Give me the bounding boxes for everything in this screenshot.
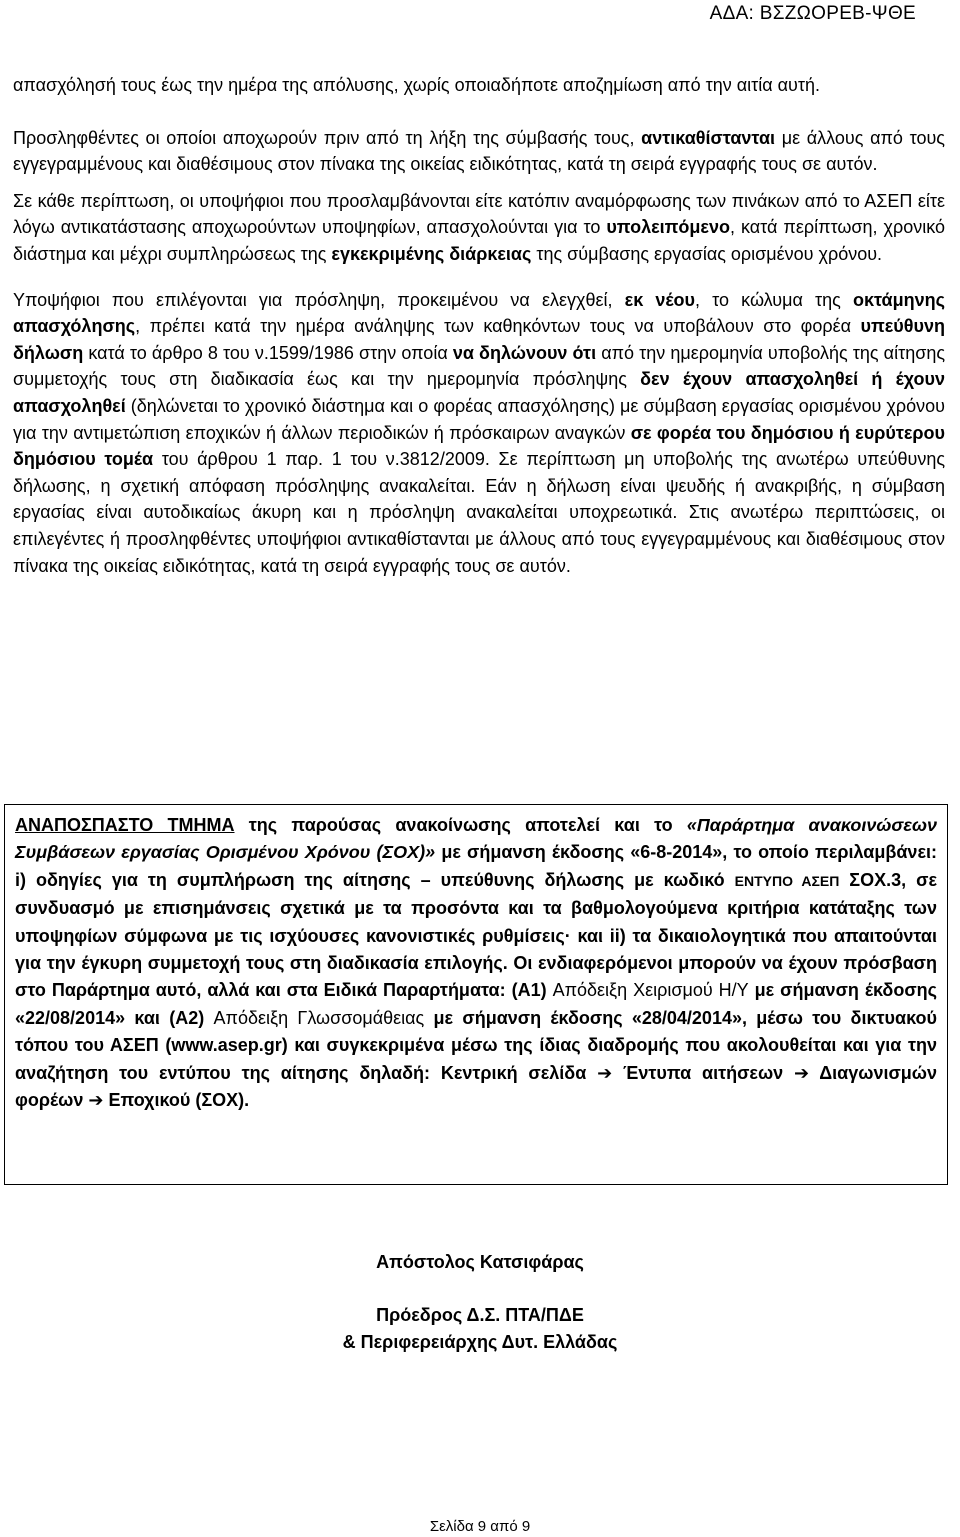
- bold-text: δεν έχουν απασχοληθεί ή έχουν απασχοληθεί: [13, 369, 945, 416]
- annex-title: «Παράρτημα ανακοινώσεων Συμβάσεων εργασίας Ορισμένου Χρόνου (ΣΟΧ)»: [15, 815, 937, 863]
- signatory-name: Απόστολος Κατσιφάρας: [376, 1252, 584, 1272]
- bold-text: να δηλώνουν ότι: [452, 342, 597, 363]
- text: Προσληφθέντες οι οποίοι αποχωρούν πριν από τη λήξη της σύμβασής τους,: [13, 127, 642, 148]
- text: Υποψήφιοι που επιλέγονται για πρόσληψη, προκειμένου να ελεγχθεί,: [13, 289, 625, 310]
- signatory-title-1: Πρόεδρος Δ.Σ. ΠΤΑ/ΠΔΕ: [376, 1305, 584, 1325]
- text: ΣΟΧ.3, σε συνδυασμό με επισημάνσεις σχετικά με τα προσόντα και τα βαθμολογούμενα κριτήρια κατάταξης των υποψηφίων σύμφωνα με τις ισχύουσες κανονιστικές ρυθμίσεις· και ii) τα δικαιολογητικά που απαιτούνται για την έγκυρη συμμετοχή τους στη διαδικασία επιλογής. Οι ενδιαφερόμενοι μπορούν να έχουν πρόσβαση στο Παράρτημα αυτό, αλλά και στα Ειδικά Παραρτήματα: (Α1): [15, 869, 937, 1001]
- text: (δηλώνεται το χρονικό διάστημα και ο φορέας απασχόλησης) με σύμβαση εργασίας ορισμένου χρόνου για την αντιμετώπιση εποχικών ή άλλων περιοδικών ή πρόσκαιρων αναγκών: [13, 395, 945, 443]
- paragraph-replacement: [13, 125, 945, 178]
- text: με άλλους από τους εγγεγραμμένους και διαθέσιμους στον πίνακα της οικείας ειδικότητας, κατά τη σειρά εγγραφής τους σε αυτόν.: [13, 127, 945, 175]
- bold-text: αντικαθίστανται: [641, 127, 776, 148]
- paragraph-remaining-duration: [13, 188, 945, 268]
- text: , το κώλυμα της: [695, 289, 853, 310]
- underlined-heading: ΑΝΑΠΟΣΠΑΣΤΟ ΤΜΗΜΑ: [15, 815, 235, 835]
- signatory-title-2: & Περιφερειάρχης Δυτ. Ελλάδας: [342, 1332, 618, 1352]
- text: κατά το άρθρο 8 του ν.1599/1986 στην οποία: [83, 342, 453, 363]
- bold-text: υπεύθυνη δήλωση: [13, 316, 945, 363]
- text: , κατά περίπτωση, χρονικό διάστημα και μέχρι συμπληρώσεως της: [13, 217, 945, 264]
- bold-text: εγκεκριμένης διάρκειας: [331, 243, 532, 264]
- bold-text: οκτάμηνης απασχόλησης: [13, 289, 945, 337]
- arrow-right-icon: ➔: [597, 1062, 613, 1083]
- text: , πρέπει κατά την ημέρα ανάληψης των καθηκόντων τους να υποβάλουν στο φορέα: [135, 316, 861, 337]
- arrow-right-icon: ➔: [88, 1090, 104, 1111]
- document-body: [13, 72, 945, 579]
- bold-text: υπολειπόμενο: [606, 217, 730, 238]
- text: με σήμανση έκδοσης «22/08/2014» και (Α2): [15, 980, 937, 1028]
- annex-notice-box: [4, 804, 948, 1185]
- paragraph-declaration: [13, 287, 945, 580]
- ada-code: ΑΔΑ: ΒΣΖΩΟΡΕΒ-ΨΘΕ: [709, 3, 916, 24]
- arrow-right-icon: ➔: [794, 1062, 810, 1083]
- bold-text: εκ νέου: [624, 289, 695, 310]
- text: Σε κάθε περίπτωση, οι υποψήφιοι που προσλαμβάνονται είτε κατόπιν αναμόρφωσης των πινάκων από το ΑΣΕΠ είτε λόγω αντικατάστασης αποχωρούντων υποψηφίων, απασχολούνται για το: [13, 190, 945, 238]
- text: της σύμβασης εργασίας ορισμένου χρόνου.: [531, 243, 883, 264]
- text: από την ημερομηνία υποβολής της αίτησης συμμετοχής τους στη διαδικασία έως και την ημερομηνία πρόσληψης: [13, 342, 946, 390]
- annex-a2-name: Απόδειξη Γλωσσομάθειας: [213, 1007, 425, 1028]
- form-code: ΕΝΤΥΠΟ ΑΣΕΠ: [734, 872, 840, 889]
- text: Εποχικού (ΣΟΧ).: [103, 1090, 250, 1111]
- text: Διαγωνισμών φορέων: [15, 1062, 938, 1111]
- text: με σήμανση έκδοσης «28/04/2014», μέσω του δικτυακού τόπου του ΑΣΕΠ (www.asep.gr) και συγκεκριμένα μέσω της ίδιας διαδρομής που ακολουθείται και για την αναζήτηση του εντύπου της αίτησης δηλαδή: Κεντρική σελίδα: [15, 1007, 937, 1083]
- text: Έντυπα αιτήσεων: [612, 1062, 794, 1083]
- bold-text: σε φορέα του δημόσιου ή ευρύτερου δημόσιου τομέα: [13, 422, 946, 470]
- page-number: Σελίδα 9 από 9: [429, 1518, 531, 1535]
- text: με σήμανση έκδοσης «6-8-2014», το οποίο περιλαμβάνει: i) οδηγίες για τη συμπλήρωση της αίτησης – υπεύθυνης δήλωσης με κωδικό: [15, 842, 937, 890]
- text: της παρούσας ανακοίνωσης αποτελεί και το: [234, 815, 687, 835]
- paragraph-text: απασχόλησή τους έως την ημέρα της απόλυσης, χωρίς οποιαδήποτε αποζημίωση από την αιτία αυτή.: [13, 75, 821, 95]
- paragraph-dismissal: [13, 72, 945, 99]
- text: του άρθρου 1 παρ. 1 του ν.3812/2009. Σε περίπτωση μη υποβολής της ανωτέρω υπεύθυνης δήλωσης, η σχετική απόφαση πρόσληψης ανακαλείται. Εάν η δήλωση είναι ψευδής ή ανακριβής, η σύμβαση εργασίας είναι αυτοδικαίως άκυρη και η πρόσληψη ανακαλείται υποχρεωτικά. Στις ανωτέρω περιπτώσεις, οι επιλεγέντες ή προσληφθέντες υποψήφιοι αντικαθίστανται με άλλους από τους εγγεγραμμένους και διαθέσιμους στον πίνακα της οικείας ειδικότητας, κατά τη σειρά εγγραφής τους σε αυτόν.: [13, 449, 946, 576]
- annex-a1-name: Απόδειξη Χειρισμού Η/Υ: [552, 980, 749, 1001]
- annex-notice-text: [15, 812, 937, 1114]
